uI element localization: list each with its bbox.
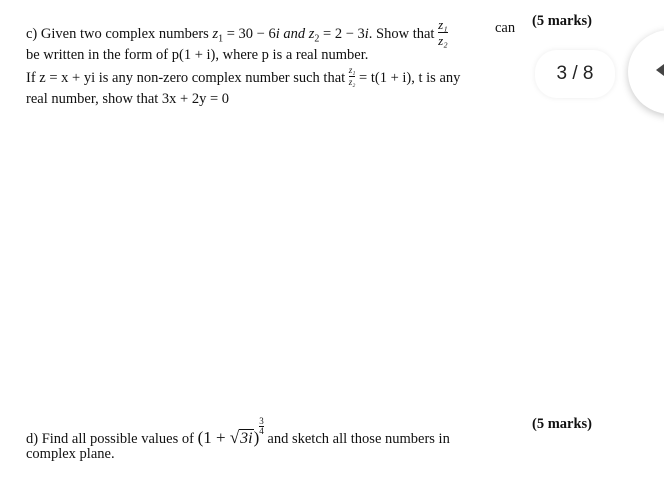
can-word: can [495,20,516,36]
fraction-z1-over-z2: $\frac{\text{z₁}}{\text{z₂}}$ [438,17,448,48]
chevron-left-icon[interactable] [656,64,664,76]
exponent-three-quarters: $\frac{3}{4}$ [259,416,264,436]
question-c-line-1: c) Given two complex numbers $z_1 = 30 - 6i$ and $z_2 = 2 - 3i$. Show that $\frac{\text{z₁}}{\text{z₂}}$ [26,17,448,48]
question-c-line-2: be written in the form of p(1 + i), where p is a real number. [26,47,369,63]
question-d-marks: (5 marks) [532,416,593,432]
page-indicator: 3 / 8 [535,50,615,98]
fraction-z1-over-z2-small: $\frac{\text{z₁}}{\text{z₂}}$ [348,65,356,87]
question-d-line-2: complex plane. [26,446,115,462]
question-d-line-1: d) Find all possible values of (1 + √3i) $\frac{3}{4}$ and sketch all those numbers in [26,416,450,447]
question-c-marks: (5 marks) [532,13,593,29]
question-c-line-4: real number, show that 3x + 2y = 0 [26,91,230,107]
question-c-line-3: If z = x + yi is any non-zero complex number such that $\frac{\text{z₁}}{\text{z₂}}$ = t(1 + i), t is any [26,65,461,87]
